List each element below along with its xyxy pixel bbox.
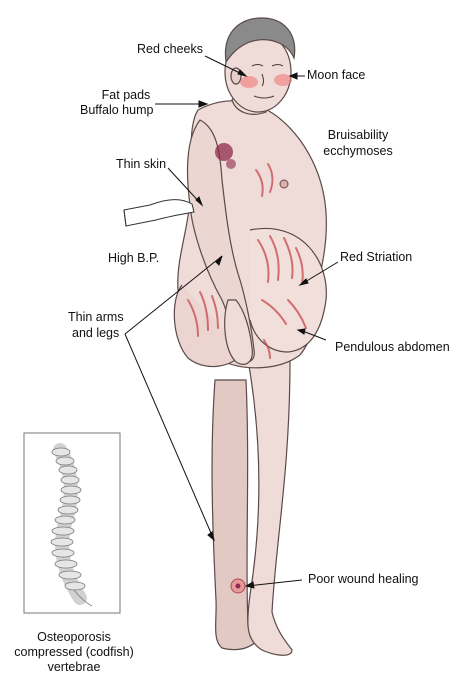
label-pendulous-abdomen: Pendulous abdomen: [335, 340, 450, 354]
label-thin-arms: Thin arms: [68, 310, 124, 324]
nipple: [280, 180, 288, 188]
label-osteoporosis: Osteoporosis: [37, 630, 111, 644]
label-red-cheeks: Red cheeks: [137, 42, 204, 56]
label-vertebrae: vertebrae: [47, 660, 101, 674]
label-poor-wound-healing: Poor wound healing: [308, 572, 419, 586]
label-red-striation: Red Striation: [340, 250, 413, 264]
patient-figure: [174, 18, 326, 655]
label-high-bp: High B.P.: [108, 251, 160, 265]
red-cheek-left: [240, 76, 258, 88]
label-bruisability: Bruisability: [327, 128, 389, 142]
bruise-shoulder-2: [226, 159, 236, 169]
label-fat-pads: Fat pads: [101, 88, 151, 102]
bruise-shoulder: [215, 143, 233, 161]
label-moon-face: Moon face: [307, 68, 366, 82]
wound-center: [236, 584, 241, 589]
label-compressed-codfish: compressed (codfish): [14, 645, 134, 659]
label-thin-skin: Thin skin: [116, 157, 167, 171]
label-buffalo-hump: Buffalo hump: [80, 103, 154, 117]
label-ecchymoses: ecchymoses: [323, 144, 393, 158]
examiner-hand: [124, 200, 194, 226]
label-and-legs: and legs: [72, 326, 120, 340]
